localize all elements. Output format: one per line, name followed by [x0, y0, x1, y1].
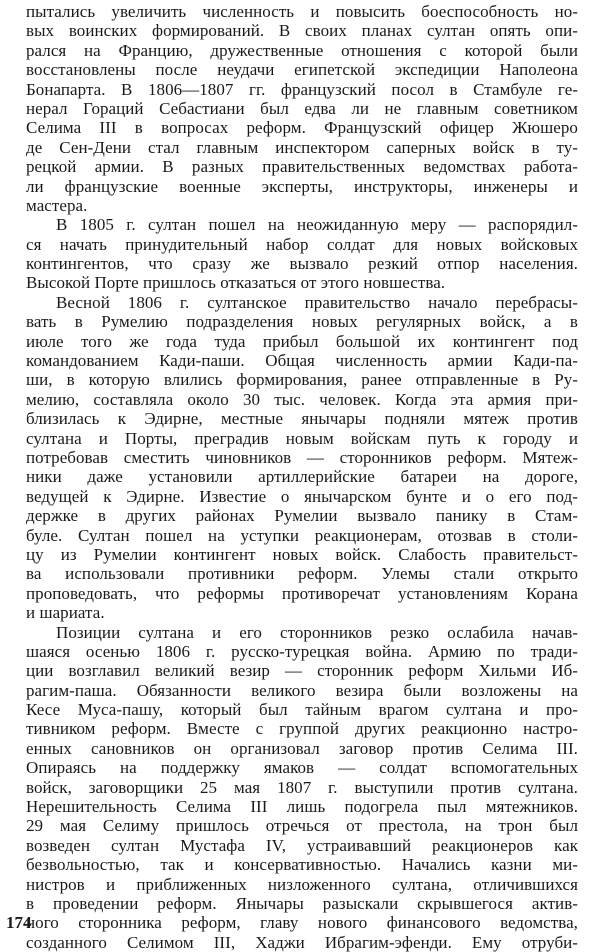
text-line: держке в других районах Румелии вызвало панику в Стам-	[26, 506, 578, 526]
text-line: де Сен-Дени стал главным инспектором саперных войск в ту-	[26, 137, 578, 157]
text-line: восстановлены после неудачи египетской экспедиции Наполеона	[26, 60, 578, 80]
text-line: близилась к Эдирне, местные янычары подняли мятеж против	[26, 409, 578, 429]
text-line: ции возглавил великий везир — сторонник реформ Хильми Иб-	[26, 661, 578, 681]
text-line: возведен султан Мустафа IV, устраивавший реакционеров как	[26, 835, 578, 855]
page-number: 174	[6, 913, 32, 932]
text-line: вых воинских формирований. В своих планах султан опять опи-	[26, 21, 578, 41]
text-line: мастера.	[26, 195, 88, 215]
text-line: ведущей к Эдирне. Известие о янычарском бунте и о его под-	[26, 486, 578, 506]
text-line: ся начать принудительный набор солдат для новых войсковых	[26, 234, 578, 254]
text-line: пытались увеличить численность и повысить боеспособность но-	[26, 2, 578, 21]
text-line: Нерешительность Селима III лишь подогрела пыл мятежников.	[26, 797, 578, 817]
text-line: войск, заговорщики 25 мая 1807 г. выступили против султана.	[26, 777, 578, 797]
text-line: и шариата.	[26, 603, 105, 623]
text-line: июле того же года туда прибыл большой их контингент под	[26, 331, 578, 351]
text-line: султана и Порты, преградив новым войскам путь к городу и	[26, 428, 578, 448]
text-line: буле. Султан пошел на уступки реакционерам, отозвав в столи-	[26, 525, 578, 545]
text-line: тивником реформ. Вместе с группой других реакционно настро-	[26, 719, 578, 739]
text-line: ли французские военные эксперты, инструкторы, инженеры и	[26, 176, 578, 196]
text-line: Бонапарта. В 1806—1807 гг. французский посол в Стамбуле ге-	[26, 79, 578, 99]
text-line: Опираясь на поддержку ямаков — солдат вспомогательных	[26, 758, 578, 778]
text-line: ва использовали противники реформ. Улемы стали открыто	[26, 564, 578, 584]
text-line: рагим-паша. Обязанности великого везира были возложены на	[26, 680, 578, 700]
text-line: нерал Гораций Себастиани был едва ли не главным советником	[26, 98, 578, 118]
text-line: Позиции султана и его сторонников резко ослабила начав-	[56, 622, 578, 642]
text-line: проповедовать, что реформы противоречат установлениям Корана	[26, 583, 578, 603]
text-line: Весной 1806 г. султанское правительство начало перебрасы-	[56, 292, 578, 312]
text-line: в проведении реформ. Янычары разыскали скрывшегося актив-	[26, 893, 578, 913]
text-line: контингентов, что сразу же вызвало резкий отпор населения.	[26, 254, 578, 274]
text-line: 29 мая Селиму пришлось отречься от престола, на трон был	[26, 816, 578, 836]
text-line: ного сторонника реформ, главу нового финансового ведомства,	[26, 913, 578, 933]
text-line: командованием Кади-паши. Общая численность армии Кади-па-	[26, 351, 578, 371]
text-line: ники даже установили артиллерийские батареи на дороге,	[26, 467, 578, 487]
text-line: ши, в которую влились формирования, ранее отправленные в Ру-	[26, 370, 578, 390]
text-line: рался на Францию, дружественные отношения с которой были	[26, 40, 578, 60]
text-line: В 1805 г. султан пошел на неожиданную меру — распорядил-	[56, 215, 578, 235]
text-line: Высокой Порте пришлось отказаться от этого новшества.	[26, 273, 446, 293]
text-line: мелию, составляла около 30 тыс. человек. Когда эта армия при-	[26, 389, 578, 409]
text-line: нистров и приближенных низложенного султана, отличившихся	[26, 874, 578, 894]
text-line: Кесе Муса-пашу, который был тайным врагом султана и про-	[26, 700, 578, 720]
text-line: цу из Румелии контингент новых войск. Слабость правительст-	[26, 544, 578, 564]
text-line: рецкой армии. В разных правительственных ведомствах работа-	[26, 157, 578, 177]
text-line: Селима III в вопросах реформ. Французский офицер Жюшеро	[26, 118, 578, 138]
body-text	[26, 2, 578, 952]
text-line: енных сановников он организовал заговор против Селима III.	[26, 738, 578, 758]
text-line: созданного Селимом III, Хаджи Ибрагим-эфенди. Ему отруби-	[26, 932, 578, 952]
text-line: вать в Румелию подразделения новых регулярных войск, а в	[26, 312, 578, 332]
text-line: потребовав сместить чиновников — сторонников реформ. Мятеж-	[26, 447, 578, 467]
text-line: безвольностью, так и консервативностью. Начались казни ми-	[26, 855, 578, 875]
text-line: шаяся осенью 1806 г. русско-турецкая война. Армию по тради-	[26, 641, 578, 661]
